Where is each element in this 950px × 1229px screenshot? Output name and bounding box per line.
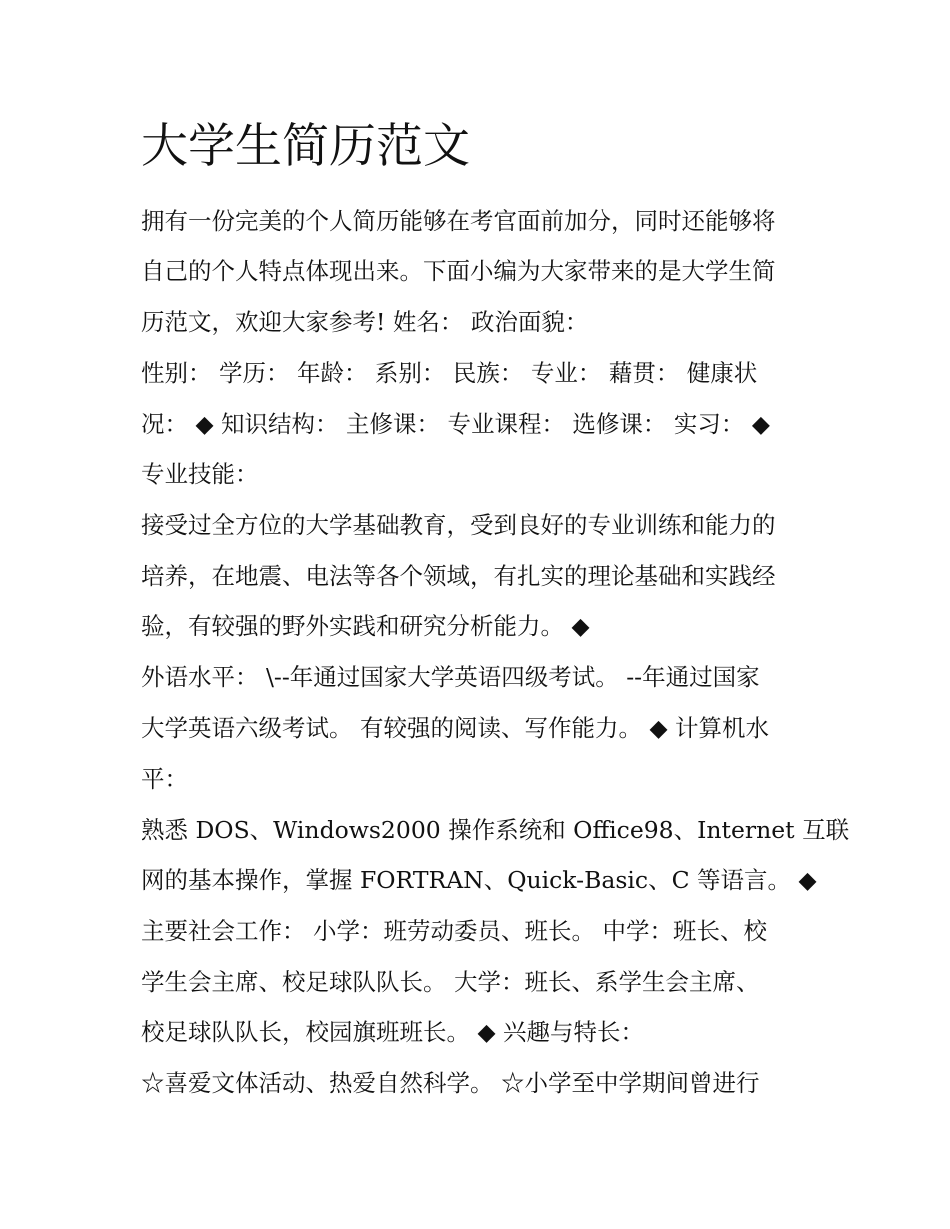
body-line: 校足球队队长，校园旗班班长。 ◆ 兴趣与特长： xyxy=(141,1018,645,1046)
body-line: 性别： 学历： 年龄： 系别： 民族： 专业： 藉贯： 健康状 xyxy=(141,359,758,387)
body-line: 专业技能： xyxy=(141,460,259,488)
body-line: 自己的个人特点体现出来。下面小编为大家带来的是大学生简 xyxy=(141,257,776,285)
body-line: 培养，在地震、电法等各个领域，有扎实的理论基础和实践经 xyxy=(141,562,776,590)
body-line: 况： ◆ 知识结构： 主修课： 专业课程： 选修课： 实习： ◆ xyxy=(141,410,770,438)
body-line: 大学英语六级考试。 有较强的阅读、写作能力。 ◆ 计算机水 xyxy=(141,714,769,742)
body-line: ☆喜爱文体活动、热爱自然科学。 ☆小学至中学期间曾进行 xyxy=(141,1069,760,1097)
body-line: 验，有较强的野外实践和研究分析能力。 ◆ xyxy=(141,612,590,640)
body-line: 拥有一份完美的个人简历能够在考官面前加分，同时还能够将 xyxy=(141,207,776,235)
body-line: 历范文，欢迎大家参考! 姓名： 政治面貌： xyxy=(141,308,589,336)
body-line: 熟悉 DOS、Windows2000 操作系统和 Office98、Internet 互联 xyxy=(141,816,850,844)
body-line: 接受过全方位的大学基础教育，受到良好的专业训练和能力的 xyxy=(141,511,776,539)
body-line: 主要社会工作： 小学：班劳动委员、班长。 中学：班长、校 xyxy=(141,917,767,945)
body-line: 学生会主席、校足球队队长。 大学：班长、系学生会主席、 xyxy=(141,968,760,996)
body-line: 平： xyxy=(141,765,188,793)
body-line: 网的基本操作，掌握 FORTRAN、Quick-Basic、C 等语言。 ◆ xyxy=(141,866,817,894)
page-title: 大学生简历范文 xyxy=(141,119,470,174)
body-line: 外语水平： \--年通过国家大学英语四级考试。 --年通过国家 xyxy=(141,663,760,691)
